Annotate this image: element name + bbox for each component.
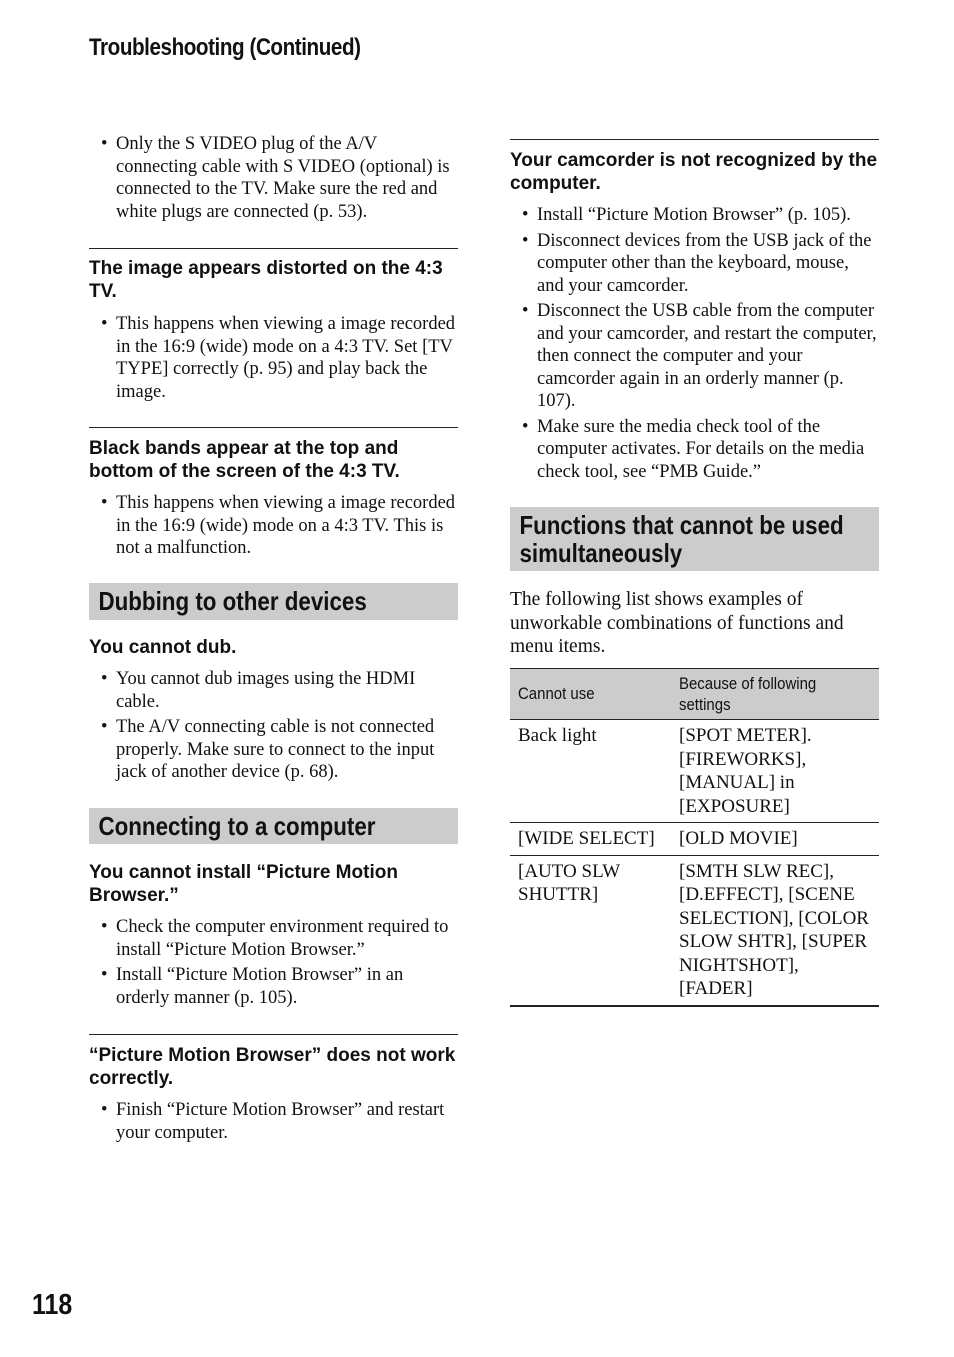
- header-text: Because of following settings: [679, 674, 817, 714]
- answer-bullet-list: [89, 1099, 458, 1147]
- header-text: Cannot use: [518, 684, 595, 703]
- section-heading-text: Functions that cannot be used: [519, 510, 844, 540]
- divider: [89, 248, 458, 249]
- question-heading: You cannot dub.: [89, 637, 237, 658]
- page-number: 118: [32, 1289, 73, 1321]
- table-cell: [WIDE SELECT]: [510, 823, 671, 856]
- section-intro-text: The following list shows examples of unworkable combinations of functions and menu items.: [510, 589, 844, 657]
- question-heading: “Picture Motion Browser” does not work correctly.: [89, 1045, 456, 1089]
- list-item: • The A/V connecting cable is not connected properly. Make sure to connect to the input jack of another device (p. 68).: [89, 716, 458, 784]
- table-cell: [OLD MOVIE]: [671, 823, 879, 856]
- question-heading: You cannot install “Picture Motion Browser.”: [89, 862, 398, 906]
- question-heading: Black bands appear at the top and bottom of the screen of the 4:3 TV.: [89, 438, 400, 482]
- list-item: • Install “Picture Motion Browser” (p. 105).: [510, 204, 879, 227]
- list-item: • Disconnect devices from the USB jack of the computer other than the keyboard, mouse, and your camcorder.: [510, 230, 879, 298]
- table-header-row: [510, 669, 879, 720]
- intro-bullet-list: [89, 133, 458, 226]
- section-heading-text: simultaneously: [519, 538, 683, 568]
- list-item: • Finish “Picture Motion Browser” and restart your computer.: [89, 1099, 458, 1144]
- section-heading-dubbing: [89, 583, 458, 620]
- table-header-cell: [671, 669, 879, 720]
- section-heading-text: Dubbing to other devices: [98, 586, 367, 616]
- divider: [89, 427, 458, 428]
- page-header-title: Troubleshooting (Continued): [89, 34, 361, 61]
- list-item: • Check the computer environment required to install “Picture Motion Browser.”: [89, 916, 458, 961]
- table-cell: Back light: [510, 720, 671, 823]
- question-heading: The image appears distorted on the 4:3 TV.: [89, 258, 443, 302]
- answer-bullet-list: [510, 204, 879, 486]
- table-row: [510, 720, 879, 823]
- divider: [89, 1034, 458, 1035]
- list-item: • Install “Picture Motion Browser” in an orderly manner (p. 105).: [89, 964, 458, 1009]
- list-item: • Only the S VIDEO plug of the A/V connecting cable with S VIDEO (optional) is connected to the TV. Make sure the red and white plugs are connected (p. 53).: [89, 133, 458, 223]
- question-heading: Your camcorder is not recognized by the computer.: [510, 150, 878, 194]
- answer-bullet-list: [89, 668, 458, 787]
- section-heading-computer: [89, 808, 458, 844]
- list-item: • Make sure the media check tool of the computer activates. For details on the media check tool, see “PMB Guide.”: [510, 416, 879, 484]
- list-item: • This happens when viewing a image recorded in the 16:9 (wide) mode on a 4:3 TV. Set [TV TYPE] correctly (p. 95) and play back the image.: [89, 313, 458, 403]
- list-item: • You cannot dub images using the HDMI cable.: [89, 668, 458, 713]
- section-heading-functions: [510, 507, 879, 571]
- table-row: [510, 823, 879, 856]
- list-item: • Disconnect the USB cable from the computer and your camcorder, and restart the computer, then connect the computer and your camcorder again in an orderly manner (p. 107).: [510, 300, 879, 413]
- answer-bullet-list: [89, 916, 458, 1012]
- list-item: • This happens when viewing a image recorded in the 16:9 (wide) mode on a 4:3 TV. This is not a malfunction.: [89, 492, 458, 560]
- table-cell: [AUTO SLW SHUTTR]: [510, 855, 671, 1006]
- divider: [510, 139, 879, 140]
- functions-table: [510, 668, 879, 1007]
- table-cell: [SMTH SLW REC], [D.EFFECT], [SCENE SELECTION], [COLOR SLOW SHTR], [SUPER NIGHTSHOT], [FADER]: [671, 855, 879, 1006]
- table-header-cell: [510, 669, 671, 720]
- table-cell: [SPOT METER]. [FIREWORKS], [MANUAL] in [EXPOSURE]: [671, 720, 879, 823]
- answer-bullet-list: [89, 313, 458, 406]
- table-row: [510, 855, 879, 1006]
- section-heading-text: Connecting to a computer: [98, 811, 376, 841]
- answer-bullet-list: [89, 492, 458, 563]
